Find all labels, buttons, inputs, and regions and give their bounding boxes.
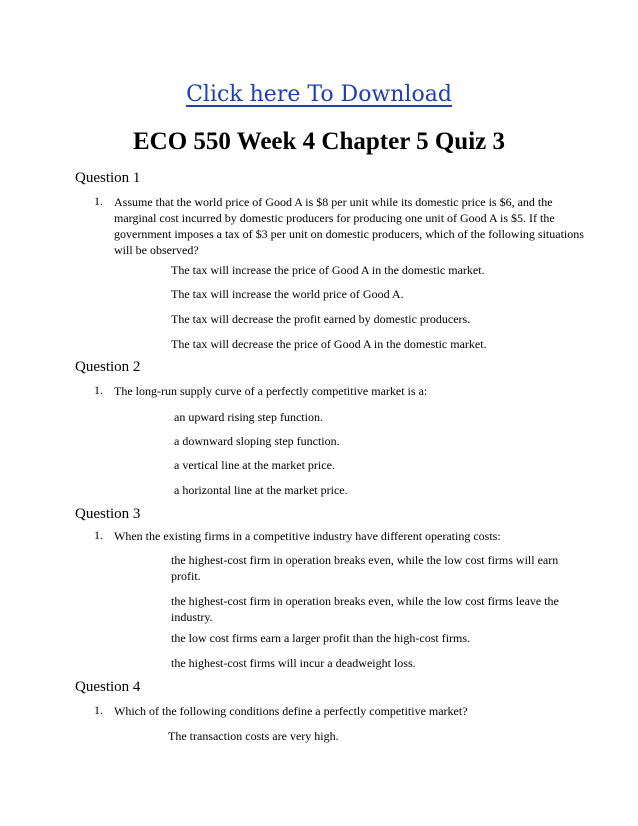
answer-option: The transaction costs are very high. [168,729,339,743]
question-heading: Question 1 [75,170,141,186]
question-number: 1. [94,703,103,717]
question-heading: Question 3 [75,506,141,522]
question-number: 1. [94,194,103,208]
question-text: The long-run supply curve of a perfectly competitive market is a: [114,384,428,398]
answer-option: a horizontal line at the market price. [174,483,348,497]
answer-option: a vertical line at the market price. [174,458,335,472]
answer-option: an upward rising step function. [174,410,323,424]
question-number: 1. [94,383,103,397]
answer-option: The tax will decrease the profit earned by domestic producers. [171,312,471,326]
download-link[interactable]: Click here To Download [186,82,452,107]
answer-option: The tax will increase the world price of Good A. [171,287,404,301]
question-heading: Question 2 [75,359,141,375]
answer-option: The tax will decrease the price of Good A in the domestic market. [171,337,487,351]
answer-option: the highest-cost firm in operation breaks even, while the low cost firms leave the industry. [171,594,559,624]
answer-option: the low cost firms earn a larger profit than the high-cost firms. [171,631,471,645]
question-text: Which of the following conditions define a perfectly competitive market? [114,704,468,718]
document-title: ECO 550 Week 4 Chapter 5 Quiz 3 [132,128,505,155]
question-text: Assume that the world price of Good A is $8 per unit while its domestic price is $6, and the marginal cost incurred by domestic producers for producing one unit of Good A is $5. If the government imposes a tax of $3 per unit on domestic producers, which of the following situations will be observed? [114,195,584,257]
question-number: 1. [94,528,103,542]
answer-option: a downward sloping step function. [174,434,340,448]
answer-option: the highest-cost firms will incur a deadweight loss. [171,656,416,670]
question-text: When the existing firms in a competitive industry have different operating costs: [114,529,501,543]
answer-option: the highest-cost firm in operation breaks even, while the low cost firms will earn profit. [171,553,559,583]
question-heading: Question 4 [75,679,141,695]
answer-option: The tax will increase the price of Good A in the domestic market. [171,263,485,277]
